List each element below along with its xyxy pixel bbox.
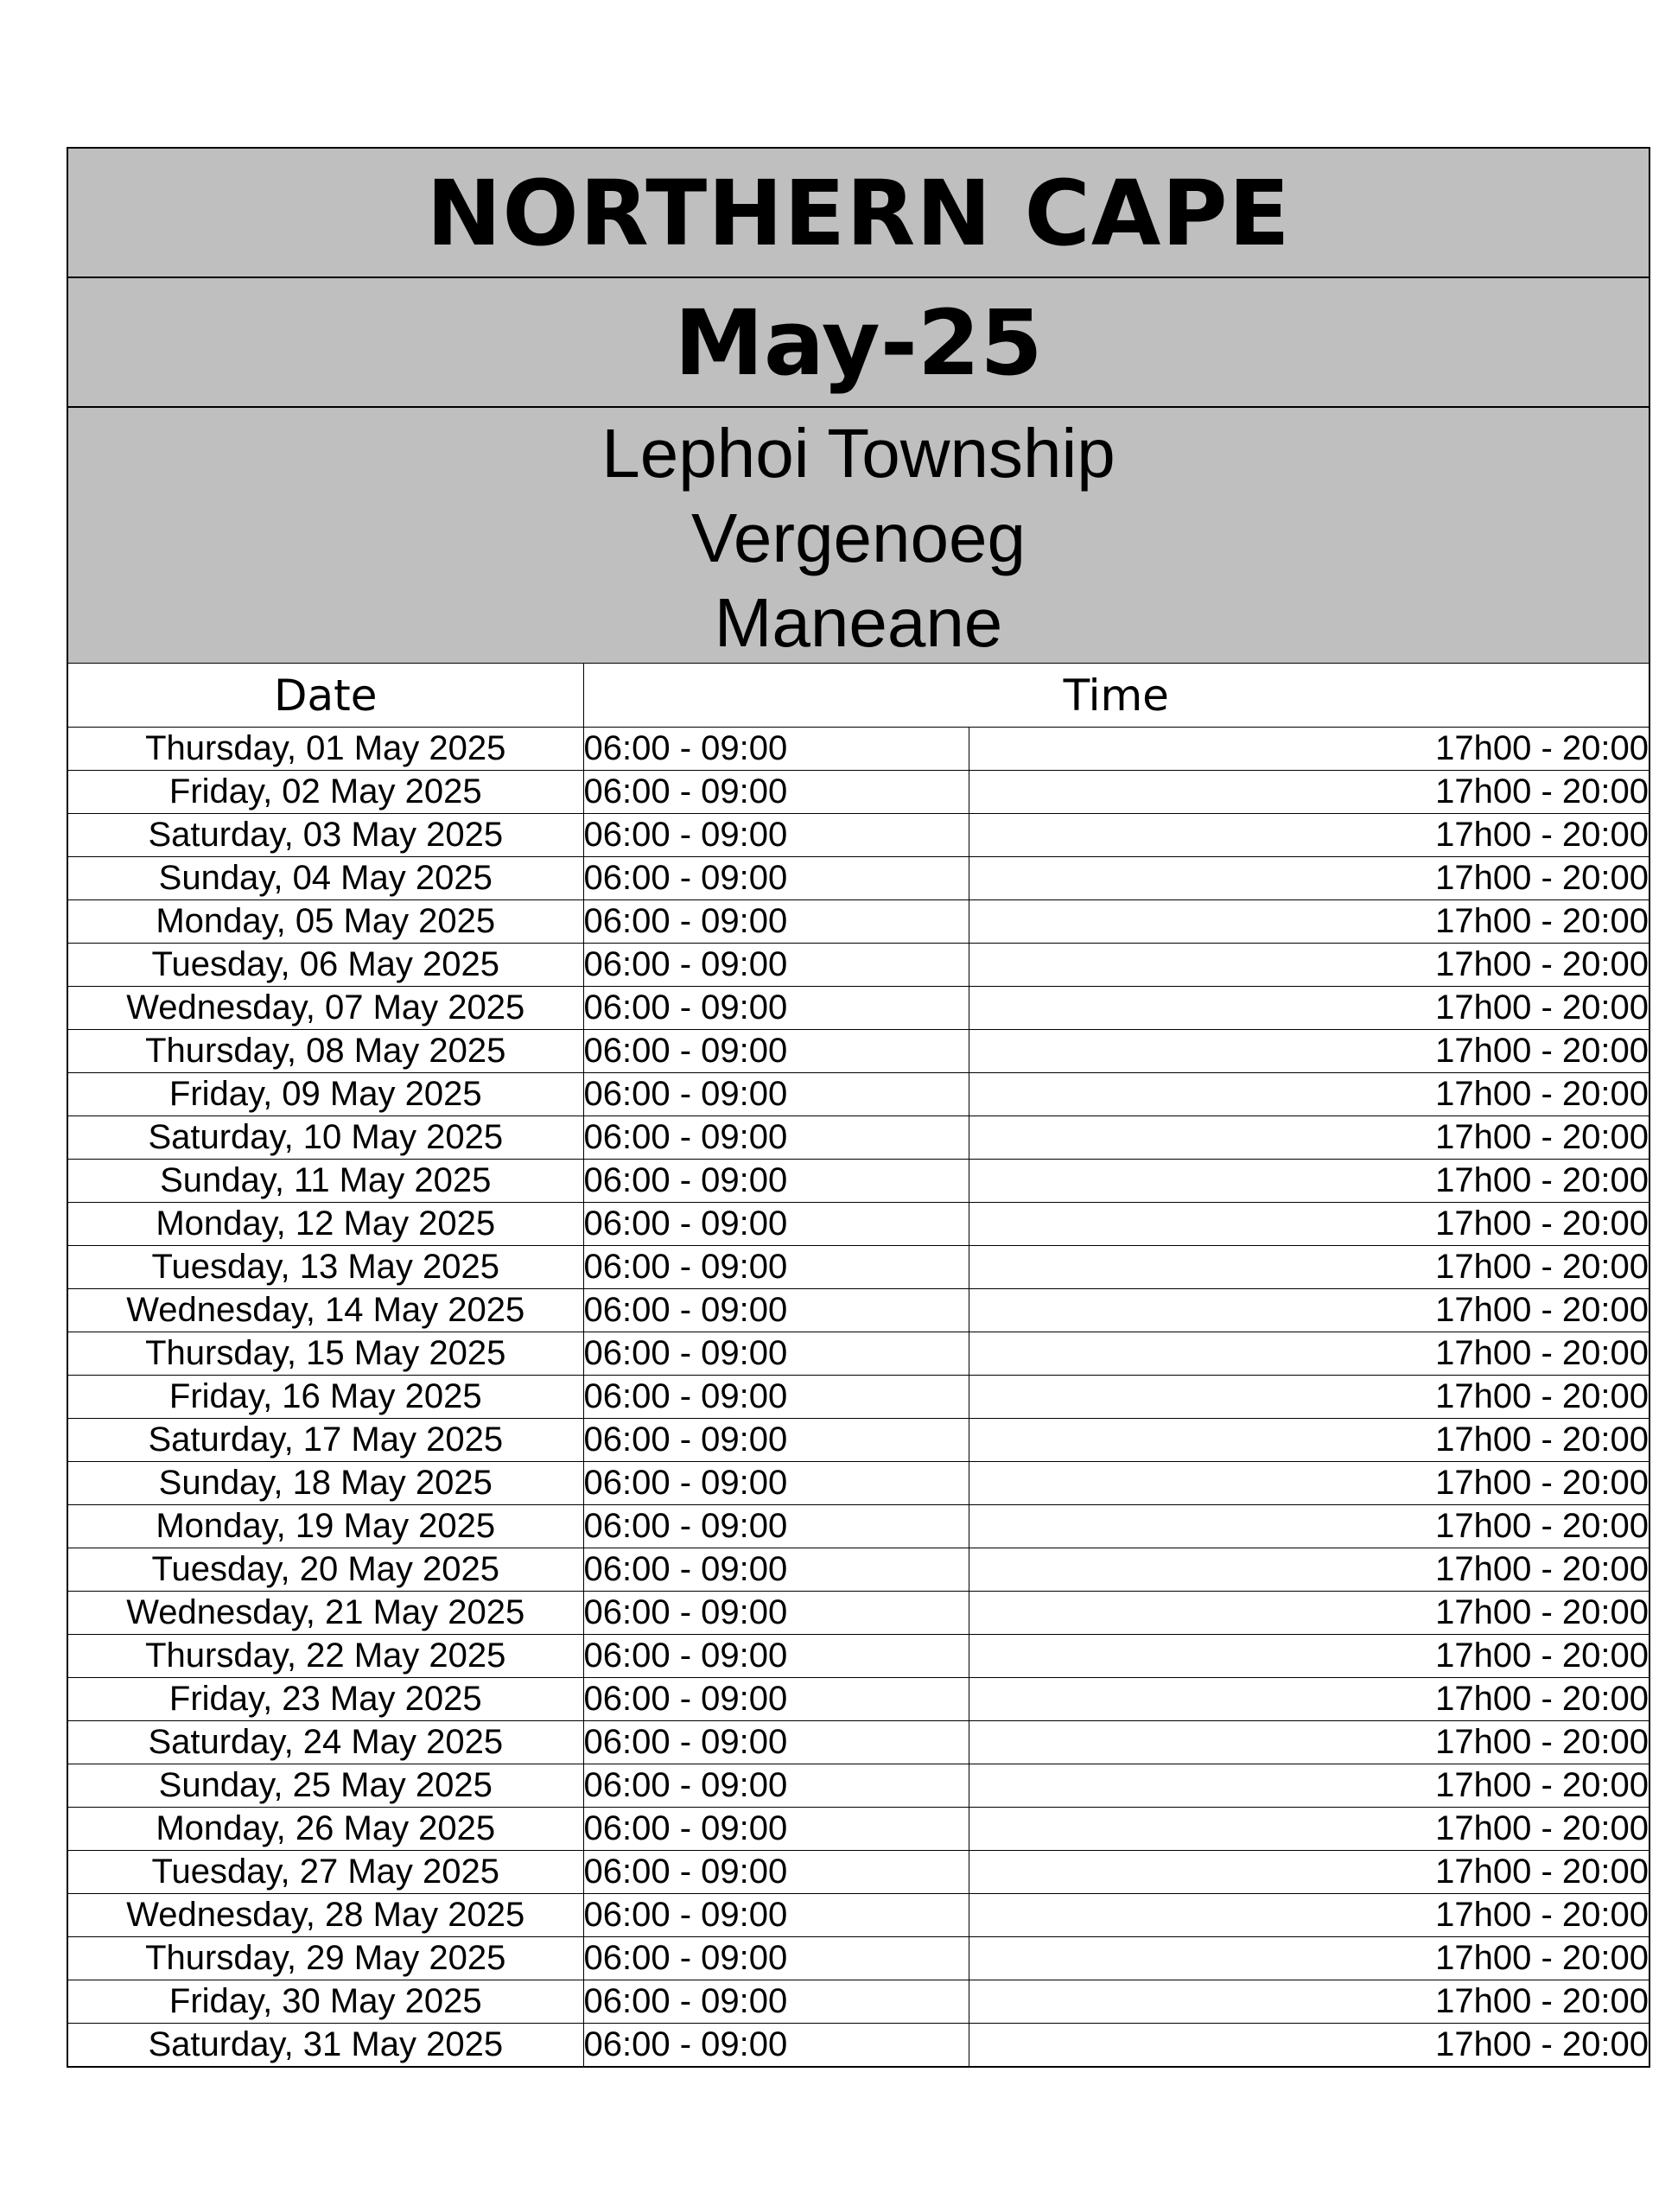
evening-time-cell: 17h00 - 20:00 <box>969 1764 1649 1808</box>
morning-time-cell: 06:00 - 09:00 <box>583 1635 969 1678</box>
area-name: Vergenoeg <box>690 499 1027 576</box>
schedule-table <box>68 664 1649 2068</box>
morning-time-cell: 06:00 - 09:00 <box>583 1937 969 1980</box>
area-name: Lephoi Township <box>601 415 1116 492</box>
evening-time-cell: 17h00 - 20:00 <box>969 1289 1649 1332</box>
morning-time-cell: 06:00 - 09:00 <box>583 1505 969 1548</box>
table-row <box>68 1851 1649 1894</box>
month-title: May-25 <box>68 278 1649 408</box>
areas-list <box>68 408 1649 664</box>
date-cell: Tuesday, 27 May 2025 <box>68 1851 583 1894</box>
date-cell: Monday, 05 May 2025 <box>68 900 583 944</box>
date-cell: Tuesday, 06 May 2025 <box>68 944 583 987</box>
evening-time-cell: 17h00 - 20:00 <box>969 1808 1649 1851</box>
date-column-header: Date <box>68 664 583 728</box>
evening-time-cell: 17h00 - 20:00 <box>969 857 1649 900</box>
date-cell: Monday, 12 May 2025 <box>68 1203 583 1246</box>
table-row <box>68 814 1649 857</box>
morning-time-cell: 06:00 - 09:00 <box>583 857 969 900</box>
evening-time-cell: 17h00 - 20:00 <box>969 2024 1649 2068</box>
schedule-sheet <box>67 147 1650 2068</box>
evening-time-cell: 17h00 - 20:00 <box>969 1894 1649 1937</box>
evening-time-cell: 17h00 - 20:00 <box>969 944 1649 987</box>
morning-time-cell: 06:00 - 09:00 <box>583 1851 969 1894</box>
evening-time-cell: 17h00 - 20:00 <box>969 1548 1649 1592</box>
morning-time-cell: 06:00 - 09:00 <box>583 1332 969 1376</box>
table-row <box>68 1635 1649 1678</box>
table-row <box>68 1980 1649 2024</box>
date-cell: Wednesday, 07 May 2025 <box>68 987 583 1030</box>
evening-time-cell: 17h00 - 20:00 <box>969 1462 1649 1505</box>
morning-time-cell: 06:00 - 09:00 <box>583 1289 969 1332</box>
evening-time-cell: 17h00 - 20:00 <box>969 1332 1649 1376</box>
table-row <box>68 1764 1649 1808</box>
date-cell: Saturday, 03 May 2025 <box>68 814 583 857</box>
date-cell: Sunday, 04 May 2025 <box>68 857 583 900</box>
evening-time-cell: 17h00 - 20:00 <box>969 1419 1649 1462</box>
table-row <box>68 2024 1649 2068</box>
evening-time-cell: 17h00 - 20:00 <box>969 1203 1649 1246</box>
table-row <box>68 1289 1649 1332</box>
table-row <box>68 1937 1649 1980</box>
morning-time-cell: 06:00 - 09:00 <box>583 1721 969 1764</box>
table-row <box>68 1376 1649 1419</box>
table-row <box>68 1116 1649 1160</box>
table-row <box>68 1592 1649 1635</box>
morning-time-cell: 06:00 - 09:00 <box>583 1462 969 1505</box>
morning-time-cell: 06:00 - 09:00 <box>583 944 969 987</box>
morning-time-cell: 06:00 - 09:00 <box>583 900 969 944</box>
region-title: NORTHERN CAPE <box>68 149 1649 278</box>
morning-time-cell: 06:00 - 09:00 <box>583 771 969 814</box>
date-cell: Tuesday, 20 May 2025 <box>68 1548 583 1592</box>
table-row <box>68 1030 1649 1073</box>
morning-time-cell: 06:00 - 09:00 <box>583 1808 969 1851</box>
date-cell: Monday, 26 May 2025 <box>68 1808 583 1851</box>
morning-time-cell: 06:00 - 09:00 <box>583 1376 969 1419</box>
date-cell: Sunday, 11 May 2025 <box>68 1160 583 1203</box>
date-cell: Wednesday, 14 May 2025 <box>68 1289 583 1332</box>
evening-time-cell: 17h00 - 20:00 <box>969 987 1649 1030</box>
morning-time-cell: 06:00 - 09:00 <box>583 1073 969 1116</box>
evening-time-cell: 17h00 - 20:00 <box>969 1851 1649 1894</box>
evening-time-cell: 17h00 - 20:00 <box>969 814 1649 857</box>
evening-time-cell: 17h00 - 20:00 <box>969 1376 1649 1419</box>
area-name: Maneane <box>714 584 1003 661</box>
table-row <box>68 944 1649 987</box>
date-cell: Thursday, 22 May 2025 <box>68 1635 583 1678</box>
date-cell: Sunday, 18 May 2025 <box>68 1462 583 1505</box>
schedule-rows <box>68 728 1649 2068</box>
evening-time-cell: 17h00 - 20:00 <box>969 1505 1649 1548</box>
evening-time-cell: 17h00 - 20:00 <box>969 728 1649 771</box>
morning-time-cell: 06:00 - 09:00 <box>583 1246 969 1289</box>
morning-time-cell: 06:00 - 09:00 <box>583 1548 969 1592</box>
date-cell: Saturday, 24 May 2025 <box>68 1721 583 1764</box>
morning-time-cell: 06:00 - 09:00 <box>583 1764 969 1808</box>
date-cell: Saturday, 10 May 2025 <box>68 1116 583 1160</box>
evening-time-cell: 17h00 - 20:00 <box>969 1160 1649 1203</box>
morning-time-cell: 06:00 - 09:00 <box>583 1419 969 1462</box>
table-row <box>68 900 1649 944</box>
date-cell: Tuesday, 13 May 2025 <box>68 1246 583 1289</box>
morning-time-cell: 06:00 - 09:00 <box>583 728 969 771</box>
evening-time-cell: 17h00 - 20:00 <box>969 900 1649 944</box>
date-cell: Saturday, 31 May 2025 <box>68 2024 583 2068</box>
date-cell: Wednesday, 21 May 2025 <box>68 1592 583 1635</box>
evening-time-cell: 17h00 - 20:00 <box>969 1592 1649 1635</box>
morning-time-cell: 06:00 - 09:00 <box>583 1980 969 2024</box>
table-row <box>68 1203 1649 1246</box>
morning-time-cell: 06:00 - 09:00 <box>583 2024 969 2068</box>
table-row <box>68 1678 1649 1721</box>
morning-time-cell: 06:00 - 09:00 <box>583 1592 969 1635</box>
morning-time-cell: 06:00 - 09:00 <box>583 1160 969 1203</box>
date-cell: Friday, 16 May 2025 <box>68 1376 583 1419</box>
morning-time-cell: 06:00 - 09:00 <box>583 1678 969 1721</box>
table-header-row <box>68 664 1649 728</box>
date-cell: Friday, 30 May 2025 <box>68 1980 583 2024</box>
date-cell: Thursday, 08 May 2025 <box>68 1030 583 1073</box>
table-row <box>68 1073 1649 1116</box>
evening-time-cell: 17h00 - 20:00 <box>969 1635 1649 1678</box>
table-row <box>68 1462 1649 1505</box>
table-row <box>68 1548 1649 1592</box>
date-cell: Friday, 23 May 2025 <box>68 1678 583 1721</box>
morning-time-cell: 06:00 - 09:00 <box>583 1894 969 1937</box>
date-cell: Thursday, 01 May 2025 <box>68 728 583 771</box>
table-row <box>68 1246 1649 1289</box>
evening-time-cell: 17h00 - 20:00 <box>969 1721 1649 1764</box>
date-cell: Friday, 09 May 2025 <box>68 1073 583 1116</box>
table-row <box>68 987 1649 1030</box>
date-cell: Friday, 02 May 2025 <box>68 771 583 814</box>
evening-time-cell: 17h00 - 20:00 <box>969 1116 1649 1160</box>
evening-time-cell: 17h00 - 20:00 <box>969 771 1649 814</box>
table-row <box>68 1721 1649 1764</box>
morning-time-cell: 06:00 - 09:00 <box>583 814 969 857</box>
evening-time-cell: 17h00 - 20:00 <box>969 1246 1649 1289</box>
evening-time-cell: 17h00 - 20:00 <box>969 1678 1649 1721</box>
table-row <box>68 1332 1649 1376</box>
time-column-header: Time <box>583 664 1649 728</box>
date-cell: Wednesday, 28 May 2025 <box>68 1894 583 1937</box>
morning-time-cell: 06:00 - 09:00 <box>583 1116 969 1160</box>
date-cell: Monday, 19 May 2025 <box>68 1505 583 1548</box>
table-row <box>68 771 1649 814</box>
evening-time-cell: 17h00 - 20:00 <box>969 1030 1649 1073</box>
table-row <box>68 857 1649 900</box>
morning-time-cell: 06:00 - 09:00 <box>583 1030 969 1073</box>
table-row <box>68 1505 1649 1548</box>
table-row <box>68 1419 1649 1462</box>
evening-time-cell: 17h00 - 20:00 <box>969 1073 1649 1116</box>
table-row <box>68 728 1649 771</box>
table-row <box>68 1160 1649 1203</box>
morning-time-cell: 06:00 - 09:00 <box>583 1203 969 1246</box>
table-row <box>68 1808 1649 1851</box>
date-cell: Thursday, 15 May 2025 <box>68 1332 583 1376</box>
evening-time-cell: 17h00 - 20:00 <box>969 1937 1649 1980</box>
date-cell: Thursday, 29 May 2025 <box>68 1937 583 1980</box>
date-cell: Sunday, 25 May 2025 <box>68 1764 583 1808</box>
morning-time-cell: 06:00 - 09:00 <box>583 987 969 1030</box>
evening-time-cell: 17h00 - 20:00 <box>969 1980 1649 2024</box>
table-row <box>68 1894 1649 1937</box>
date-cell: Saturday, 17 May 2025 <box>68 1419 583 1462</box>
